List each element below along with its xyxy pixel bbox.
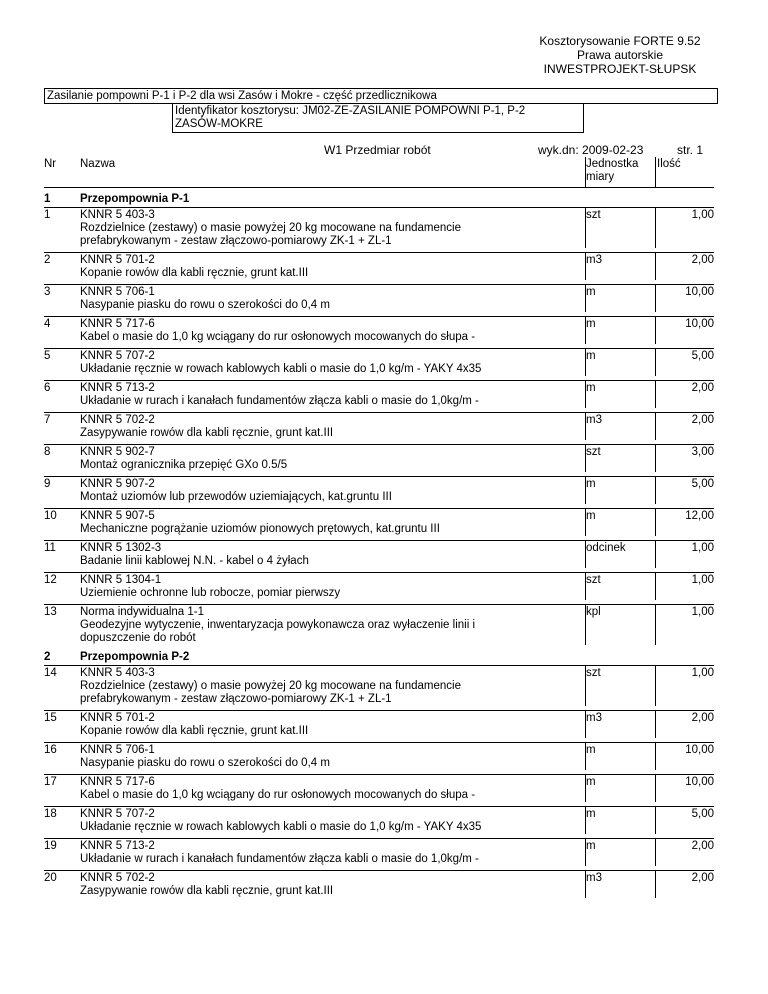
row-description [80, 667, 550, 706]
description-line: Układanie w rurach i kanałach fundamentów złącza kabli o masie do 1,0kg/m - [80, 853, 479, 865]
column-header-name: Nazwa [80, 158, 116, 170]
page-number: str. 1 [677, 143, 704, 157]
table-row [44, 444, 714, 476]
row-unit: szt [586, 667, 601, 679]
row-description [80, 254, 550, 280]
row-unit: szt [586, 446, 601, 458]
table-row [44, 774, 714, 806]
row-number: 11 [44, 542, 56, 554]
table-row [44, 806, 714, 838]
row-unit: m3 [586, 872, 602, 884]
row-description [80, 606, 550, 645]
row-quantity: 10,00 [685, 286, 714, 298]
qty-divider [655, 207, 656, 248]
row-quantity: 1,00 [691, 574, 714, 586]
row-quantity: 5,00 [691, 808, 714, 820]
header-bottom-line [44, 187, 714, 188]
row-quantity: 10,00 [685, 744, 714, 756]
row-unit: m [586, 350, 596, 362]
row-description [80, 808, 550, 834]
norm-code: KNNR 5 403-3 [80, 667, 155, 679]
description-line: prefabrykowanym - zestaw złączowo-pomiarowy ZK-1 + ZL-1 [80, 693, 392, 705]
unit-divider [585, 710, 586, 738]
unit-divider [585, 665, 586, 706]
norm-code: KNNR 5 707-2 [80, 350, 155, 362]
row-quantity: 10,00 [685, 318, 714, 330]
rights-text: Prawa autorskie [576, 48, 664, 62]
qty-divider [655, 412, 656, 440]
description-line: Montaż ogranicznika przepięć GXo 0.5/5 [80, 459, 288, 471]
row-description [80, 286, 550, 312]
row-unit: m [586, 286, 596, 298]
row-separator [44, 774, 714, 775]
row-number: 2 [44, 254, 51, 266]
project-title: Zasilanie pompowni P-1 i P-2 dla wsi Zasów i Mokre - część przedlicznikowa [44, 88, 718, 104]
norm-code: KNNR 5 706-1 [80, 744, 155, 756]
document-name: W1 Przedmiar robót [324, 143, 431, 157]
section-title: Przepompownia P-2 [80, 651, 190, 663]
description-line: Układanie ręcznie w rowach kablowych kabli o masie do 1,0 kg/m - YAKY 4x35 [80, 363, 482, 375]
table-row [44, 604, 714, 649]
row-number: 13 [44, 606, 57, 618]
qty-divider [655, 572, 656, 600]
qty-divider [655, 540, 656, 568]
row-quantity: 5,00 [691, 478, 714, 490]
column-header-unit-line-2: miary [586, 171, 615, 183]
row-quantity: 2,00 [691, 872, 714, 884]
table-row [44, 476, 714, 508]
description-line: Rozdzielnice (zestawy) o masie powyżej 20 kg mocowane na fundamencie [80, 222, 461, 234]
qty-divider [655, 806, 656, 834]
description-line: Kabel o masie do 1,0 kg wciągany do rur osłonowych mocowanych do słupa - [80, 331, 476, 343]
row-number: 3 [44, 286, 51, 298]
table-row [44, 838, 714, 870]
description-line: Kopanie rowów dla kabli ręcznie, grunt kat.III [80, 267, 309, 279]
table-row [44, 540, 714, 572]
norm-code: KNNR 5 702-2 [80, 414, 155, 426]
row-description [80, 478, 550, 504]
row-description [80, 574, 550, 600]
row-description [80, 209, 550, 248]
row-description [80, 840, 550, 866]
row-separator [44, 540, 714, 541]
table-row [44, 572, 714, 604]
row-quantity: 2,00 [691, 254, 714, 266]
table-row [44, 380, 714, 412]
table-row [44, 508, 714, 540]
row-quantity: 5,00 [691, 350, 714, 362]
unit-divider [585, 207, 586, 248]
table-row [44, 316, 714, 348]
description-line: Rozdzielnice (zestawy) o masie powyżej 20 kg mocowane na fundamencie [80, 680, 461, 692]
qty-divider [655, 710, 656, 738]
row-separator [44, 284, 714, 285]
description-line: prefabrykowanym - zestaw złączowo-pomiarowy ZK-1 + ZL-1 [80, 235, 392, 247]
row-description [80, 414, 550, 440]
description-line: Badanie linii kablowej N.N. - kabel o 4 żyłach [80, 555, 309, 567]
row-quantity: 1,00 [691, 209, 714, 221]
norm-code: KNNR 5 1304-1 [80, 574, 162, 586]
norm-code: KNNR 5 1302-3 [80, 542, 162, 554]
row-separator [44, 476, 714, 477]
row-description [80, 712, 550, 738]
description-line: Nasypanie piasku do rowu o szerokości do 0,4 m [80, 299, 330, 311]
qty-divider [655, 348, 656, 376]
unit-divider [585, 444, 586, 472]
qty-divider [655, 604, 656, 645]
unit-divider [585, 476, 586, 504]
table-row [44, 252, 714, 284]
description-line: dopuszczenie do robót [80, 632, 196, 644]
qty-divider [655, 742, 656, 770]
unit-divider [585, 380, 586, 408]
table-row [44, 665, 714, 710]
row-unit: m [586, 744, 596, 756]
qty-divider [655, 508, 656, 536]
row-quantity: 10,00 [685, 776, 714, 788]
header-divider-qty [655, 157, 656, 187]
norm-code: KNNR 5 701-2 [80, 254, 155, 266]
row-separator [44, 665, 714, 666]
row-unit: m [586, 840, 596, 852]
qty-divider [655, 284, 656, 312]
row-quantity: 2,00 [691, 712, 714, 724]
description-line: Nasypanie piasku do rowu o szerokości do 0,4 m [80, 757, 330, 769]
row-unit: m3 [586, 712, 602, 724]
row-unit: m [586, 510, 596, 522]
row-number: 16 [44, 744, 57, 756]
row-number: 5 [44, 350, 51, 362]
unit-divider [585, 838, 586, 866]
table-row [44, 710, 714, 742]
row-number: 19 [44, 840, 57, 852]
description-line: Układanie ręcznie w rowach kablowych kabli o masie do 1,0 kg/m - YAKY 4x35 [80, 821, 482, 833]
row-number: 18 [44, 808, 57, 820]
unit-divider [585, 284, 586, 312]
row-separator [44, 604, 714, 605]
row-separator [44, 572, 714, 573]
row-quantity: 1,00 [691, 606, 714, 618]
unit-divider [585, 348, 586, 376]
row-quantity: 1,00 [691, 667, 714, 679]
norm-code: KNNR 5 702-2 [80, 872, 155, 884]
unit-divider [585, 774, 586, 802]
unit-divider [585, 508, 586, 536]
row-description [80, 510, 550, 536]
unit-divider [585, 806, 586, 834]
unit-divider [585, 316, 586, 344]
unit-divider [585, 412, 586, 440]
row-description [80, 318, 550, 344]
unit-divider [585, 870, 586, 898]
norm-code: KNNR 5 907-5 [80, 510, 155, 522]
description-line: Uziemienie ochronne lub robocze, pomiar pierwszy [80, 587, 341, 599]
table-row [44, 207, 714, 252]
row-number: 8 [44, 446, 51, 458]
row-quantity: 2,00 [691, 840, 714, 852]
row-separator [44, 806, 714, 807]
row-quantity: 1,00 [691, 542, 714, 554]
description-line: Geodezyjne wytyczenie, inwentaryzacja powykonawcza oraz wyłaczenie linii i [80, 619, 476, 631]
row-quantity: 2,00 [691, 414, 714, 426]
row-separator [44, 380, 714, 381]
description-line: Kopanie rowów dla kabli ręcznie, grunt kat.III [80, 725, 309, 737]
column-header-qty: Ilość [657, 158, 681, 170]
row-unit: m [586, 478, 596, 490]
row-quantity: 12,00 [685, 510, 714, 522]
row-separator [44, 316, 714, 317]
description-line: Mechaniczne pogrążanie uziomów pionowych prętowych, kat.gruntu III [80, 523, 440, 535]
row-description [80, 446, 550, 472]
identifier-line-2: ZASÓW-MOKRE [175, 118, 263, 130]
description-line: Montaż uziomów lub przewodów uziemiających, kat.gruntu III [80, 491, 392, 503]
row-description [80, 382, 550, 408]
identifier-line-1: Identyfikator kosztorysu: JM02-ZE-ZASILANIE POMPOWNI P-1, P-2 [175, 105, 526, 117]
norm-code: KNNR 5 717-6 [80, 318, 155, 330]
row-number: 1 [44, 209, 51, 221]
company-name: INWESTPROJEKT-SŁUPSK [543, 62, 697, 76]
section-number: 1 [44, 193, 51, 205]
section-title: Przepompownia P-1 [80, 193, 190, 205]
row-separator [44, 870, 714, 871]
row-unit: m [586, 808, 596, 820]
qty-divider [655, 870, 656, 898]
row-separator [44, 348, 714, 349]
row-unit: m3 [586, 254, 602, 266]
row-separator [44, 838, 714, 839]
norm-code: KNNR 5 701-2 [80, 712, 155, 724]
row-unit: m [586, 776, 596, 788]
unit-divider [585, 604, 586, 645]
norm-code: KNNR 5 713-2 [80, 382, 155, 394]
unit-divider [585, 540, 586, 568]
section-number: 2 [44, 651, 51, 663]
qty-divider [655, 476, 656, 504]
row-separator [44, 444, 714, 445]
norm-code: KNNR 5 707-2 [80, 808, 155, 820]
estimate-identifier [172, 103, 584, 133]
row-unit: szt [586, 574, 601, 586]
row-quantity: 3,00 [691, 446, 714, 458]
row-description [80, 542, 550, 568]
row-separator [44, 412, 714, 413]
row-unit: m [586, 382, 596, 394]
table-row [44, 742, 714, 774]
row-unit: szt [586, 209, 601, 221]
qty-divider [655, 444, 656, 472]
software-header [520, 34, 720, 76]
row-description [80, 744, 550, 770]
row-description [80, 872, 550, 898]
row-number: 12 [44, 574, 57, 586]
row-quantity: 2,00 [691, 382, 714, 394]
norm-code: KNNR 5 902-7 [80, 446, 155, 458]
description-line: Zasypywanie rowów dla kabli ręcznie, grunt kat.III [80, 885, 334, 897]
row-unit: m3 [586, 414, 602, 426]
row-description [80, 350, 550, 376]
row-number: 15 [44, 712, 57, 724]
unit-divider [585, 572, 586, 600]
table-row [44, 412, 714, 444]
program-name: Kosztorysowanie FORTE 9.52 [539, 34, 701, 48]
norm-code: KNNR 5 403-3 [80, 209, 155, 221]
row-number: 20 [44, 872, 57, 884]
unit-divider [585, 742, 586, 770]
norm-code: KNNR 5 713-2 [80, 840, 155, 852]
row-number: 4 [44, 318, 51, 330]
qty-divider [655, 380, 656, 408]
row-unit: kpl [586, 606, 601, 618]
row-unit: odcinek [586, 542, 626, 554]
norm-code: Norma indywidualna 1-1 [80, 606, 205, 618]
norm-code: KNNR 5 717-6 [80, 776, 155, 788]
row-separator [44, 710, 714, 711]
row-number: 10 [44, 510, 57, 522]
document-date: wyk.dn: 2009-02-23 [538, 143, 644, 157]
norm-code: KNNR 5 907-2 [80, 478, 155, 490]
qty-divider [655, 774, 656, 802]
row-number: 14 [44, 667, 57, 679]
row-separator [44, 742, 714, 743]
row-separator [44, 252, 714, 253]
description-line: Układanie w rurach i kanałach fundamentów złącza kabli o masie do 1,0kg/m - [80, 395, 479, 407]
table-row [44, 870, 714, 902]
qty-divider [655, 838, 656, 866]
unit-divider [585, 252, 586, 280]
column-header-unit-line-1: Jednostka [586, 158, 639, 170]
row-number: 7 [44, 414, 51, 426]
row-number: 6 [44, 382, 51, 394]
row-unit: m [586, 318, 596, 330]
row-number: 9 [44, 478, 51, 490]
row-number: 17 [44, 776, 57, 788]
row-description [80, 776, 550, 802]
norm-code: KNNR 5 706-1 [80, 286, 155, 298]
header-divider-unit [585, 157, 586, 187]
qty-divider [655, 316, 656, 344]
row-separator [44, 508, 714, 509]
row-separator [44, 207, 714, 208]
description-line: Kabel o masie do 1,0 kg wciągany do rur osłonowych mocowanych do słupa - [80, 789, 476, 801]
qty-divider [655, 252, 656, 280]
table-row [44, 348, 714, 380]
column-header-nr: Nr [44, 158, 57, 170]
description-line: Zasypywanie rowów dla kabli ręcznie, grunt kat.III [80, 427, 334, 439]
table-row [44, 284, 714, 316]
column-header-unit [586, 158, 638, 184]
qty-divider [655, 665, 656, 706]
